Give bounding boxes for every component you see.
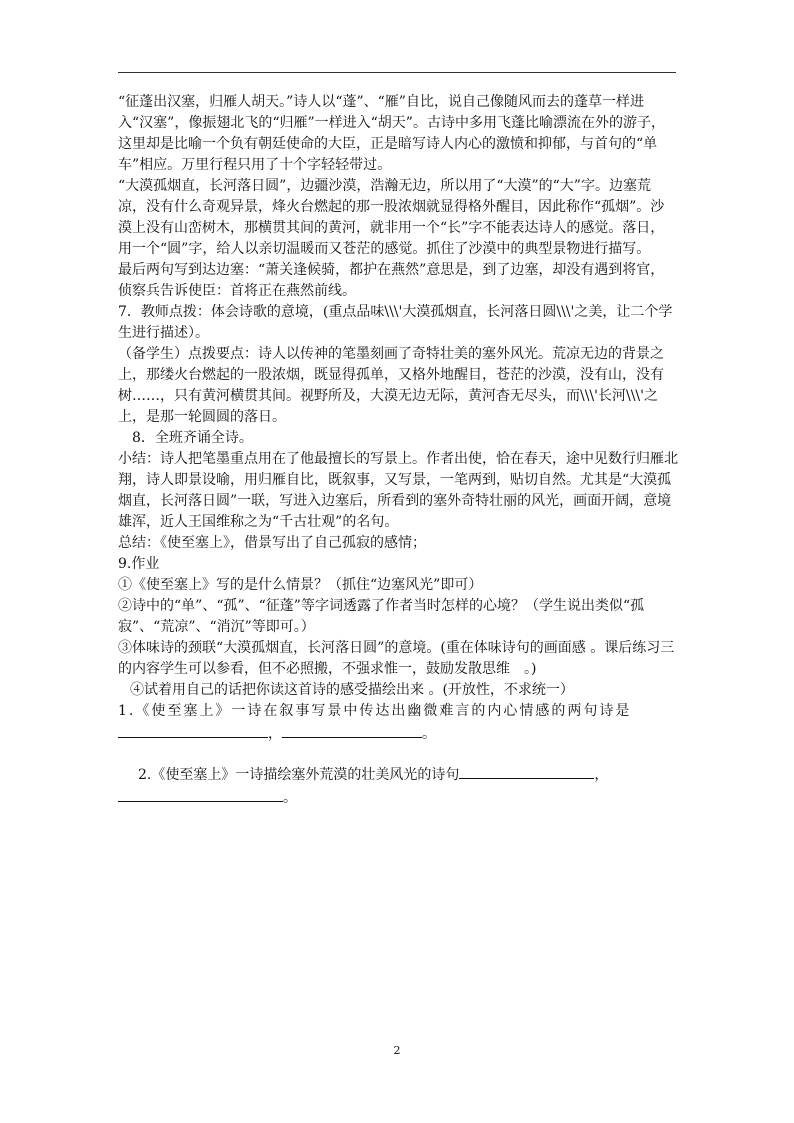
paragraph-conclusion: 总结：《使至塞上》，借景写出了自己孤寂的感情； — [118, 535, 426, 551]
paragraph-teacher-guidance: 7．教师点拨：体会诗歌的意境，(重点品味\\\'大漠孤烟直，长河落日圆\\\'之美，让二个学生进行描述）。 — [118, 304, 673, 341]
question-1 — [118, 701, 678, 722]
question-2-separator: ， — [594, 767, 609, 783]
question-2-blank-1[interactable] — [459, 763, 594, 779]
question-2-answer-line — [118, 786, 678, 809]
paragraph-last-two-lines: 最后两句写到达边塞：“萧关逢候骑，都护在燕然”意思是，到了边塞，却没有遇到将官，侦察兵告诉使臣：首将正在燕然前线。 — [118, 262, 665, 299]
page-number: 2 — [393, 1044, 401, 1057]
question-2-text: 2.《使至塞上》一诗描绘塞外荒漠的壮美风光的诗句 — [138, 767, 460, 783]
paragraph-homework-heading: 9.作业 — [118, 556, 160, 572]
question-1-separator: ， — [268, 726, 282, 742]
spacer — [118, 745, 678, 763]
homework-item-1: ①《使至塞上》写的是什么情景？（抓住“边塞风光”即可） — [118, 577, 483, 593]
paragraph-summary: 小结：诗人把笔墨重点用在了他最擅长的写景上。作者出使，恰在春天，途中见数行归雁北翔，诗人即景设喻，用归雁自比，既叙事，又写景，一笔两到，贴切自然。尤其是“大漠孤烟直，长河落日圆”一联，写进入边塞后，所看到的塞外奇特壮丽的风光，画面开阔，意境雄浑，近人王国维称之为“千古壮观”的名句。 — [118, 451, 678, 530]
paragraph-zhengpeng: “征蓬出汉塞，归雁人胡天。”诗人以“蓬”、“雁”自比，说自己像随风而去的蓬草一样进入“汉塞”，像振翅北飞的“归雁”一样进入“胡天”。古诗中多用飞蓬比喻漂流在外的游子，这里却是比喻一个负有朝廷使命的大臣，正是暗写诗人内心的激愤和抑郁，与首句的“单车”相应。万里行程只用了十个字轻轻带过。 — [118, 94, 665, 173]
question-2-blank-2[interactable] — [118, 786, 283, 802]
question-2 — [118, 763, 678, 786]
question-2-end: 。 — [283, 790, 297, 806]
header-rule — [118, 72, 676, 73]
document-body — [118, 92, 678, 809]
question-1-text: 1.《使至塞上》一诗在叙事写景中传达出幽微难言的内心情感的两句诗是 — [118, 703, 632, 719]
question-1-blank-2[interactable] — [282, 722, 422, 738]
paragraph-damo: “大漠孤烟直，长河落日圆”，边疆沙漠，浩瀚无边，所以用了“大漠”的“大”字。边塞荒凉，没有什么奇观异景，烽火台燃起的那一股浓烟就显得格外醒目，因此称作“孤烟”。沙漠上没有山峦树木，那横贯其间的黄河，就非用一个“长”字不能表达诗人的感觉。落日，用一个“圆”字，给人以亲切温暖而又苍茫的感觉。抓住了沙漠中的典型景物进行描写。 — [118, 178, 665, 257]
question-1-end: 。 — [422, 726, 436, 742]
question-1-answer-line — [118, 722, 678, 745]
homework-item-4: ④试着用自己的话把你读这首诗的感受描绘出来 。(开放性，不求统一） — [130, 682, 574, 698]
paragraph-key-points: （备学生）点拨要点：诗人以传神的笔墨刻画了奇特壮美的塞外风光。荒凉无边的背景之上，那缕火台燃起的一股浓烟，既显得孤单，又格外地醒目，苍茫的沙漠，没有山，没有树……，只有黄河横贯其间。视野所及，大漠无边无际，黄河杳无尽头，而\\\'长河\\\'之上，是那一轮圆圆的落日。 — [118, 346, 664, 425]
question-1-blank-1[interactable] — [118, 722, 268, 738]
paragraph-recite: 8．全班齐诵全诗。 — [132, 430, 253, 446]
homework-item-3: ③体味诗的颈联“大漠孤烟直，长河落日圆”的意境。(重在体味诗句的画面感 。课后练习三的内容学生可以参看，但不必照搬，不强求惟一，鼓励发散思维 。) — [118, 640, 675, 677]
homework-item-2: ②诗中的“单”、“孤”、“征蓬”等字词透露了作者当时怎样的心境？（学生说出类似“孤寂”、“荒凉”、“消沉”等即可。） — [118, 598, 645, 635]
